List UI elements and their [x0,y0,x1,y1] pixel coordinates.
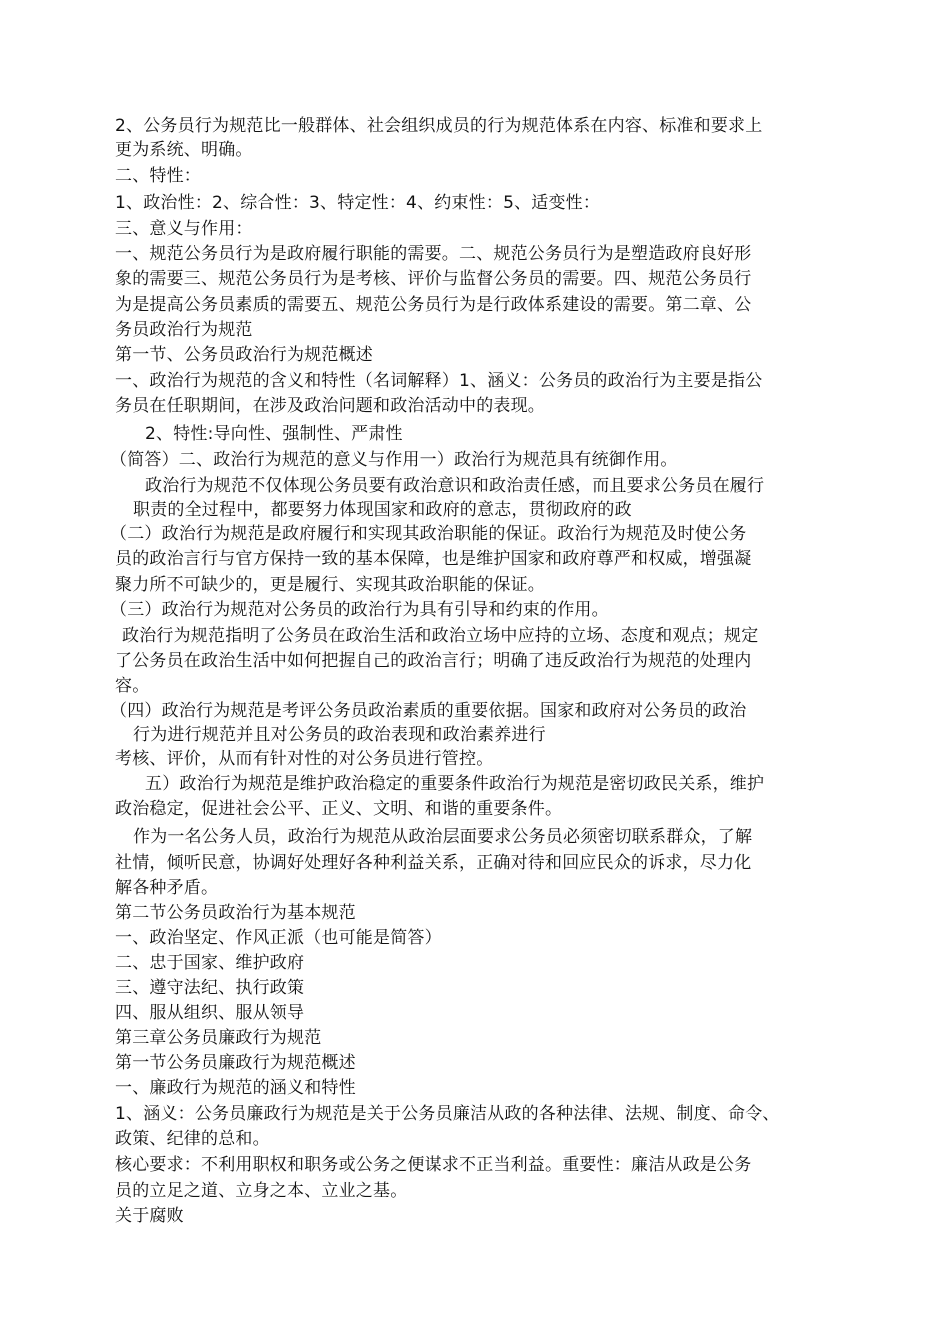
text-line: （简答）二、政治行为规范的意义与作用一）政治行为规范具有统御作用。 [110,450,678,470]
text-line: 一、政治坚定、作风正派（也可能是简答） [115,928,442,948]
section-heading: 第一节公务员廉政行为规范概述 [115,1053,356,1073]
text-line: 作为一名公务人员，政治行为规范从政治层面要求公务员必须密切联系群众，了解 [133,827,753,847]
text-line: 二、特性： [115,166,201,186]
text-line: 员的立足之道、立身之本、立业之基。 [115,1181,408,1201]
text-line: 1、政治性：2、综合性：3、特定性：4、约束性：5、适变性： [115,193,601,213]
text-line: 三、遵守法纪、执行政策 [115,978,305,998]
text-line: 四、服从组织、服从领导 [115,1003,305,1023]
text-line: 象的需要三、规范公务员行为是考核、评价与监督公务员的需要。四、规范公务员行 [115,269,752,289]
text-line: 政治行为规范指明了公务员在政治生活和政治立场中应持的立场、态度和观点；规定 [122,626,759,646]
text-line: 一、规范公务员行为是政府履行职能的需要。二、规范公务员行为是塑造政府良好形 [115,244,752,264]
chapter-heading: 第三章公务员廉政行为规范 [115,1028,322,1048]
text-line: 政策、纪律的总和。 [115,1129,270,1149]
section-heading: 第一节、公务员政治行为规范概述 [115,345,373,365]
text-line: 聚力所不可缺少的，更是履行、实现其政治职能的保证。 [115,575,545,595]
text-line: 了公务员在政治生活中如何把握自己的政治言行；明确了违反政治行为规范的处理内 [115,651,752,671]
text-line: 务员政治行为规范 [115,320,253,340]
text-line: 2、公务员行为规范比一般群体、社会组织成员的行为规范体系在内容、标准和要求上 [115,116,763,136]
text-line: （二）政治行为规范是政府履行和实现其政治职能的保证。政治行为规范及时使公务 [110,524,747,544]
text-line: 五）政治行为规范是维护政治稳定的重要条件政治行为规范是密切政民关系，维护 [145,774,765,794]
text-line: 1、涵义：公务员廉政行为规范是关于公务员廉洁从政的各种法律、法规、制度、命令、 [115,1104,780,1124]
text-line: 核心要求：不利用职权和职务或公务之便谋求不正当利益。重要性：廉洁从政是公务 [115,1155,752,1175]
text-line: 考核、评价，从而有针对性的对公务员进行管控。 [115,749,494,769]
text-line: 解各种矛盾。 [115,878,219,898]
text-line: 三、意义与作用： [115,219,253,239]
text-line: 政治行为规范不仅体现公务员要有政治意识和政治责任感，而且要求公务员在履行 [145,476,765,496]
text-line: 关于腐败 [115,1206,184,1226]
text-line: 一、政治行为规范的含义和特性（名词解释）1、涵义：公务员的政治行为主要是指公 [115,371,763,391]
text-line: 为是提高公务员素质的需要五、规范公务员行为是行政体系建设的需要。第二章、公 [115,295,752,315]
text-line: 容。 [115,676,150,696]
text-line: 职责的全过程中，都要努力体现国家和政府的意志，贯彻政府的政 [133,500,632,520]
text-line: （三）政治行为规范对公务员的政治行为具有引导和约束的作用。 [110,600,609,620]
text-line: 更为系统、明确。 [115,140,253,160]
text-line: 2、特性:导向性、强制性、严肃性 [145,424,403,444]
text-line: 社情，倾听民意，协调好处理好各种利益关系，正确对待和回应民众的诉求，尽力化 [115,853,752,873]
text-line: 二、忠于国家、维护政府 [115,953,305,973]
text-line: 一、廉政行为规范的涵义和特性 [115,1078,356,1098]
text-line: 行为进行规范并且对公务员的政治表现和政治素养进行 [133,725,546,745]
text-line: 政治稳定，促进社会公平、正义、文明、和谐的重要条件。 [115,799,563,819]
text-line: （四）政治行为规范是考评公务员政治素质的重要依据。国家和政府对公务员的政治 [110,701,747,721]
section-heading: 第二节公务员政治行为基本规范 [115,903,356,923]
text-line: 务员在任职期间，在涉及政治问题和政治活动中的表现。 [115,396,545,416]
text-line: 员的政治言行与官方保持一致的基本保障，也是维护国家和政府尊严和权威，增强凝 [115,549,752,569]
